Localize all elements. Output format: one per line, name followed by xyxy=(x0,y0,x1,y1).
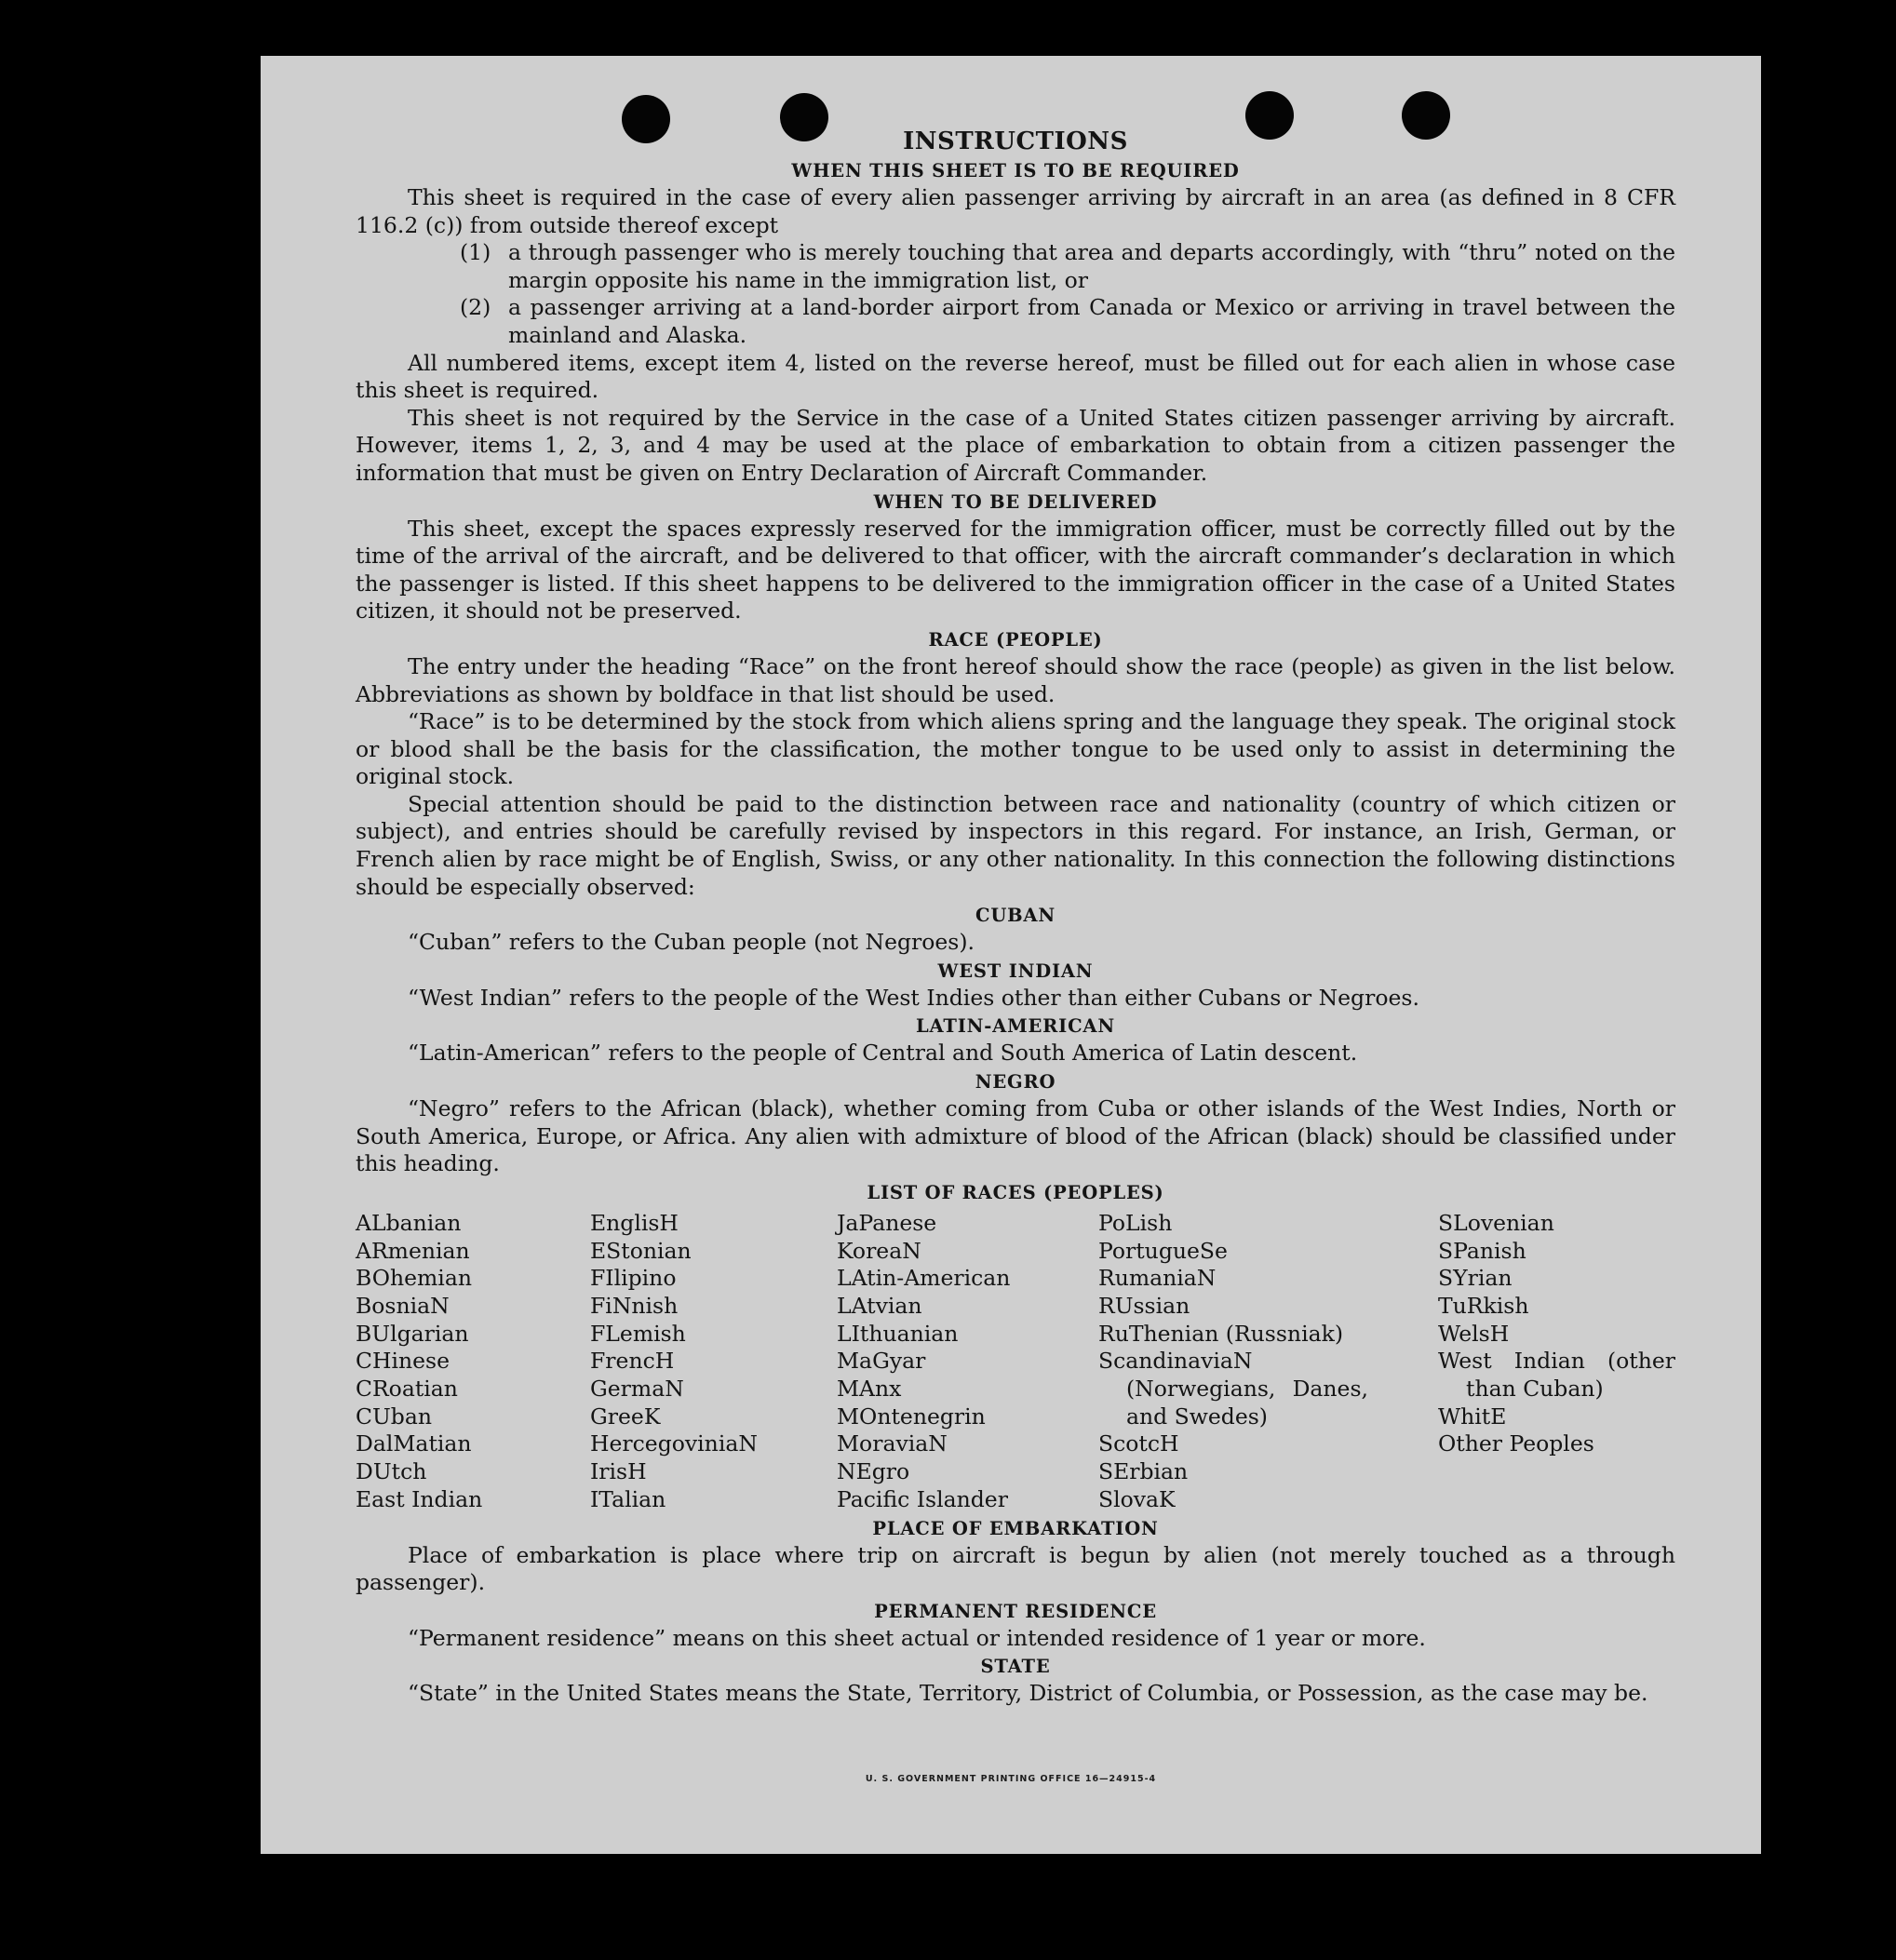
race-entry: SlovaK xyxy=(1098,1485,1176,1512)
race-entry: IrisH xyxy=(590,1458,647,1485)
race-entry: ScotcH xyxy=(1098,1430,1179,1457)
paragraph: The entry under the heading “Race” on the front hereof should show the race (people) as given in the list below. Abbreviations as shown by boldface in that list should be used. xyxy=(356,652,1675,707)
heading-latin-american: LATIN-AMERICAN xyxy=(916,1015,1115,1038)
race-entry: EStonian xyxy=(590,1237,692,1264)
race-entry: BUlgarian xyxy=(356,1320,469,1347)
races-list xyxy=(356,1210,1675,1514)
heading-when-delivered: WHEN TO BE DELIVERED xyxy=(873,490,1158,513)
page-title: INSTRUCTIONS xyxy=(903,128,1128,155)
race-entry: PortugueSe xyxy=(1098,1237,1228,1264)
heading-residence: PERMANENT RESIDENCE xyxy=(874,1600,1157,1622)
item-number: (1) xyxy=(460,239,491,266)
heading-west-indian: WEST INDIAN xyxy=(937,960,1094,982)
race-entry: MOntenegrin xyxy=(837,1403,986,1430)
race-entry: WhitE xyxy=(1438,1403,1507,1430)
race-entry: RumaniaN xyxy=(1098,1265,1217,1292)
race-entry: FiNnish xyxy=(590,1292,679,1319)
race-entry: SPanish xyxy=(1438,1237,1526,1264)
paragraph: This sheet is required in the case of every alien passenger arriving by aircraft in an area (as defined in 8 CFR 116.2 (c)) from outside thereof except xyxy=(356,184,1675,238)
race-entry: DUtch xyxy=(356,1458,427,1485)
race-entry: LAtvian xyxy=(837,1292,922,1319)
heading-state: STATE xyxy=(980,1656,1051,1678)
paragraph: This sheet, except the spaces expressly reserved for the immigration officer, must be correctly filled out by the time of the arrival of the aircraft, and be delivered to that officer, with the aircraft commander’s declaration in which the passenger is listed. If this sheet happens to be delivered to the immigration officer in the case of a United States citizen, it should not be preserved. xyxy=(356,515,1675,624)
paragraph: “Latin-American” refers to the people of Central and South America of Latin descent. xyxy=(408,1040,1358,1067)
race-entry: ALbanian xyxy=(356,1209,462,1236)
race-entry: Other Peoples xyxy=(1438,1430,1594,1457)
races-column xyxy=(590,1210,837,1514)
race-entry: EnglisH xyxy=(590,1209,679,1236)
race-entry: RUssian xyxy=(1098,1292,1190,1319)
race-entry: KoreaN xyxy=(837,1237,921,1264)
races-column xyxy=(1438,1210,1675,1514)
race-entry: SLovenian xyxy=(1438,1209,1554,1236)
race-entry: DalMatian xyxy=(356,1430,472,1457)
race-entry: JaPanese xyxy=(837,1209,937,1236)
races-column xyxy=(837,1210,1098,1514)
race-entry: GreeK xyxy=(590,1403,661,1430)
paragraph: Special attention should be paid to the distinction between race and nationality (country of which citizen or subject), and entries should be carefully revised by inspectors in this regard. For instance, an Irish, German, or French alien by race might be of English, Swiss, or any other nationality. In this connection the following distinctions should be especially observed: xyxy=(356,790,1675,900)
race-entry: CRoatian xyxy=(356,1376,458,1403)
race-entry: SYrian xyxy=(1438,1265,1513,1292)
item-text: a passenger arriving at a land-border airport from Canada or Mexico or arriving in travel between the mainland and Alaska. xyxy=(508,294,1675,348)
heading-negro: NEGRO xyxy=(975,1071,1056,1094)
race-entry: MAnx xyxy=(837,1376,902,1403)
race-entry: SErbian xyxy=(1098,1458,1189,1485)
item-text: a through passenger who is merely touching that area and departs accordingly, with “thru” noted on the margin opposite his name in the immigration list, or xyxy=(508,239,1675,293)
race-entry: LAtin-American xyxy=(837,1265,1011,1292)
heading-race: RACE (PEOPLE) xyxy=(928,628,1103,651)
race-entry: NEgro xyxy=(837,1458,910,1485)
race-entry: FrencH xyxy=(590,1348,675,1375)
race-entry: HercegoviniaN xyxy=(590,1430,758,1457)
race-entry: West Indian (other than Cuban) xyxy=(1438,1348,1675,1403)
printer-imprint: U. S. GOVERNMENT PRINTING OFFICE 16—24915-4 xyxy=(865,1774,1157,1784)
heading-list-of-races: LIST OF RACES (PEOPLES) xyxy=(867,1181,1164,1203)
paragraph: This sheet is not required by the Service in the case of a United States citizen passenger arriving by aircraft. However, items 1, 2, 3, and 4 may be used at the place of embarkation to obtain from a citizen passenger the information that must be given on Entry Declaration of Aircraft Commander. xyxy=(356,404,1675,486)
heading-cuban: CUBAN xyxy=(975,905,1056,927)
race-entry: MaGyar xyxy=(837,1348,926,1375)
paragraph: “State” in the United States means the State, Territory, District of Columbia, or Possession, as the case may be. xyxy=(408,1680,1648,1707)
race-entry: LIthuanian xyxy=(837,1320,959,1347)
race-entry: ARmenian xyxy=(356,1237,470,1264)
race-entry: FIlipino xyxy=(590,1265,677,1292)
paragraph: “Permanent residence” means on this sheet actual or intended residence of 1 year or more. xyxy=(408,1624,1426,1651)
races-column xyxy=(356,1210,590,1514)
document-sheet xyxy=(261,56,1761,1854)
race-entry: MoraviaN xyxy=(837,1430,948,1457)
paragraph: “Race” is to be determined by the stock from which aliens spring and the language they speak. The original stock or blood shall be the basis for the classification, the mother tongue to be used only to assist in determining the original stock. xyxy=(356,708,1675,790)
race-entry: BOhemian xyxy=(356,1265,472,1292)
race-entry: Pacific Islander xyxy=(837,1485,1008,1512)
heading-embarkation: PLACE OF EMBARKATION xyxy=(872,1517,1159,1539)
race-entry: RuThenian (Russniak) xyxy=(1098,1320,1343,1347)
race-entry: PoLish xyxy=(1098,1209,1173,1236)
numbered-item xyxy=(460,239,1675,294)
paragraph: “Negro” refers to the African (black), whether coming from Cuba or other islands of the West Indies, North or South America, Europe, or Africa. Any alien with admixture of blood of the African (black) should be classified under this heading. xyxy=(356,1095,1675,1177)
instructions-content xyxy=(356,127,1675,1708)
paragraph: “West Indian” refers to the people of the West Indies other than either Cubans or Negroes. xyxy=(408,984,1419,1011)
race-entry: GermaN xyxy=(590,1376,684,1403)
paragraph: All numbered items, except item 4, listed on the reverse hereof, must be filled out for each alien in whose case this sheet is required. xyxy=(356,349,1675,404)
heading-when-required: WHEN THIS SHEET IS TO BE REQUIRED xyxy=(791,160,1240,181)
item-number: (2) xyxy=(460,294,491,321)
race-entry: CUban xyxy=(356,1403,432,1430)
race-entry: BosniaN xyxy=(356,1292,450,1319)
race-entry: TuRkish xyxy=(1438,1292,1529,1319)
race-entry: ITalian xyxy=(590,1485,666,1512)
races-column xyxy=(1098,1210,1368,1514)
numbered-item xyxy=(460,294,1675,349)
race-entry: ScandinaviaN (Norwegians, Danes, and Swedes) xyxy=(1098,1348,1368,1430)
race-entry: FLemish xyxy=(590,1320,686,1347)
paragraph: “Cuban” refers to the Cuban people (not Negroes). xyxy=(408,929,975,956)
race-entry: WelsH xyxy=(1438,1320,1510,1347)
race-entry: East Indian xyxy=(356,1485,483,1512)
race-entry: CHinese xyxy=(356,1348,450,1375)
paragraph: Place of embarkation is place where trip on aircraft is begun by alien (not merely touched as a through passenger). xyxy=(356,1541,1675,1596)
